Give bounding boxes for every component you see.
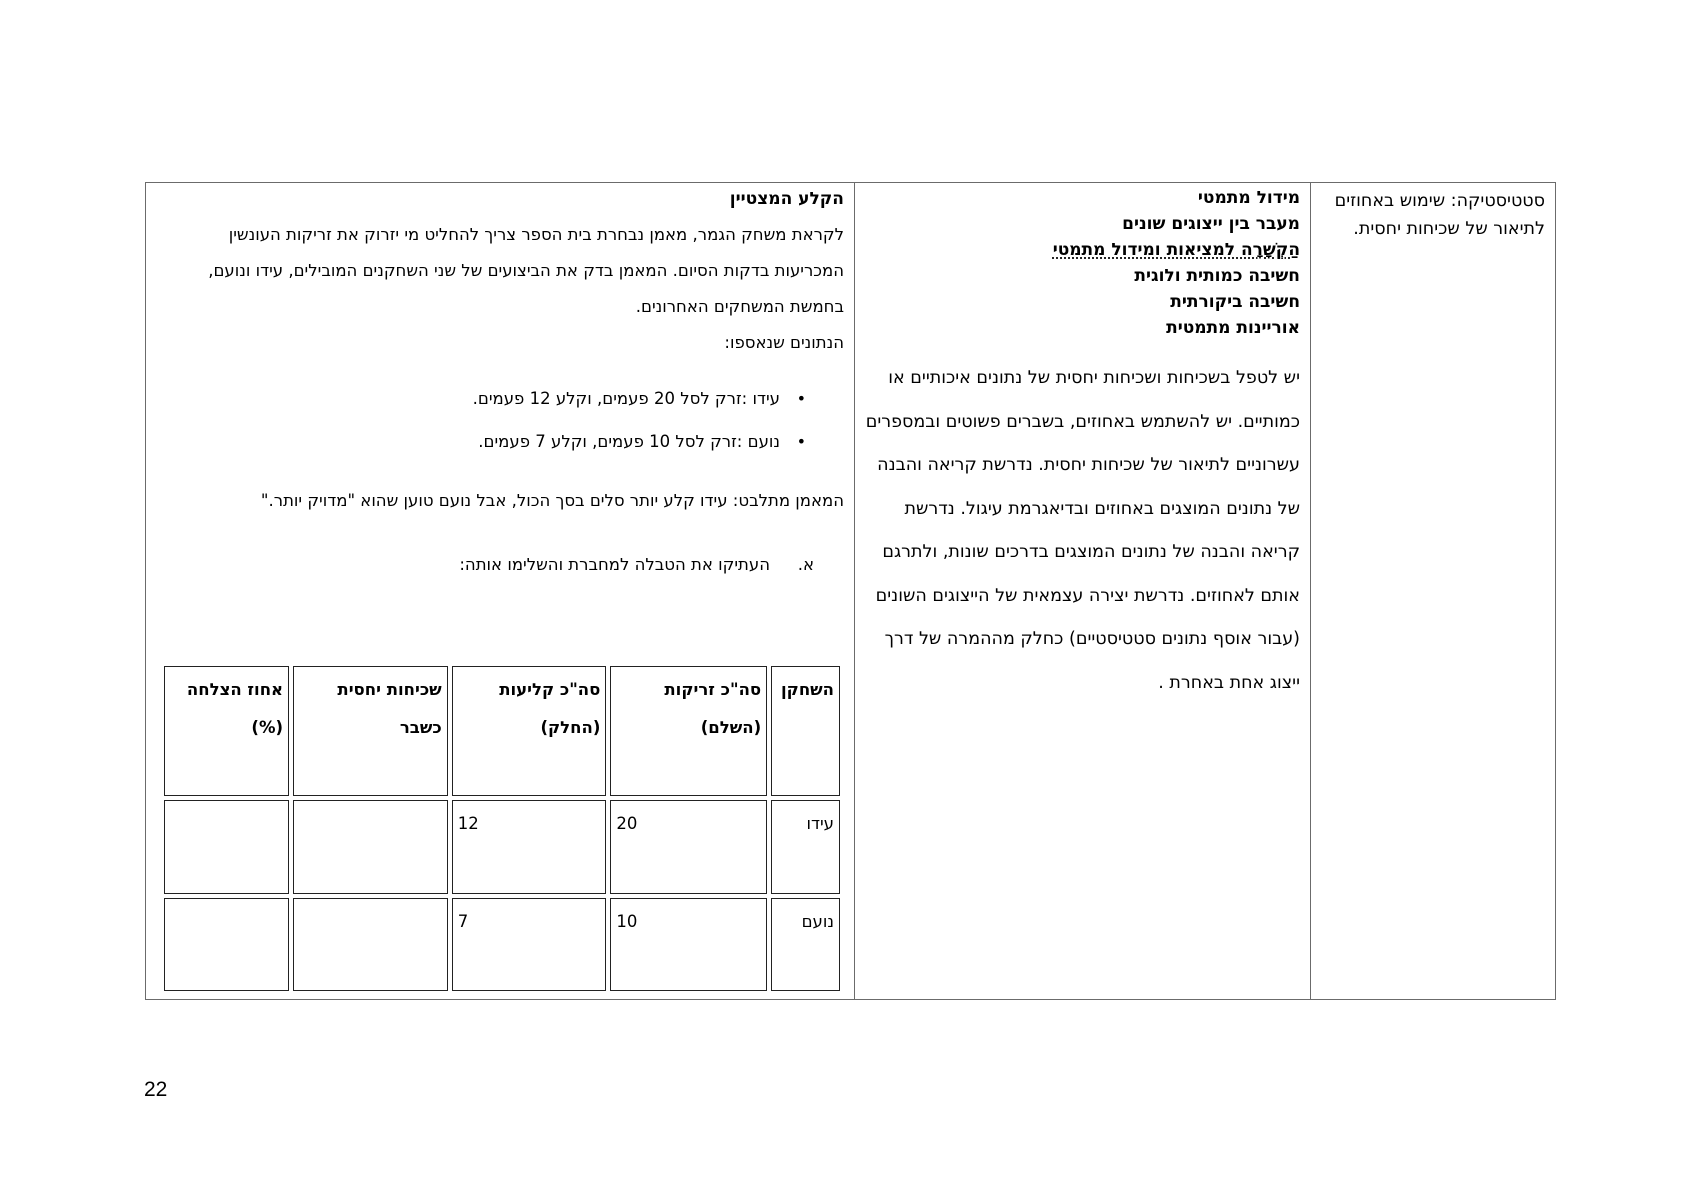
instruction-text: העתיקו את הטבלה למחברת והשלימו אותה:	[459, 555, 770, 574]
list-item: • נועם :זרק לסל 10 פעמים, וקלע 7 פעמים.	[156, 420, 844, 463]
instruction-letter: א.	[797, 555, 814, 574]
skill-item: חשיבה כמותית ולוגית	[1134, 266, 1300, 286]
header-throws: סה"כ זריקות (השלם)	[610, 666, 767, 796]
topic-column	[1310, 183, 1555, 999]
table-row	[164, 898, 840, 992]
header-hits: סה"כ קליעות (החלק)	[452, 666, 607, 796]
instruction	[156, 547, 844, 583]
skills-description: יש לטפל בשכיחות ושכיחות יחסית של נתונים איכותיים או כמותיים. יש להשתמש באחוזים, בשברים פשוטים ובמספרים עשרוניים לתיאור של שכיחות יחסית. נדרשת קריאה והבנה של נתונים המוצגים באחוזים ובדיאגרמת עיגול. נדרשת קריאה והבנה של נתונים המוצגים בדרכים שונות, ולתרגם אותם לאחוזים. נדרשת יצירה עצמאית של הייצוגים השונים (עבור אוסף נתונים סטטיסטיים) כחלק מההמרה של דרך ייצוג אחת באחרת .	[865, 368, 1300, 693]
list-item: • עידו :זרק לסל 20 פעמים, וקלע 12 פעמים.	[156, 377, 844, 420]
task-intro: לקראת משחק הגמר, מאמן נבחרת בית הספר צריך להחליט מי יזרוק את זריקות העונשין המכריעות בדקות הסיום. המאמן בדק את הביצועים של שני השחקנים המובילים, עידו ונועם, בחמשת המשחקים האחרונים.	[208, 225, 844, 316]
header-fraction: שכיחות יחסית כשבר	[293, 666, 448, 796]
skill-item: הַקְשָׁרָה למציאות ומידול מתמטי	[1052, 240, 1300, 260]
skill-item: חשיבה ביקורתית	[1170, 292, 1300, 312]
task-title: הקלע המצטיין	[729, 189, 844, 209]
table-header-row	[164, 666, 840, 796]
data-label: הנתונים שנאספו:	[724, 333, 844, 352]
cell-hits: 7	[452, 898, 607, 992]
skill-item: מעבר בין ייצוגים שונים	[1122, 214, 1300, 234]
skill-item: אוריינות מתמטית	[1166, 318, 1300, 338]
cell-throws: 10	[610, 898, 767, 992]
cell-hits: 12	[452, 800, 607, 894]
cell-percent[interactable]	[164, 898, 289, 992]
table-row	[164, 800, 840, 894]
cell-percent[interactable]	[164, 800, 289, 894]
content-table	[145, 182, 1556, 1000]
cell-fraction[interactable]	[293, 800, 448, 894]
answer-table	[160, 662, 844, 995]
cell-fraction[interactable]	[293, 898, 448, 992]
header-player: השחקן	[771, 666, 840, 796]
header-percent: אחוז הצלחה (%)	[164, 666, 289, 796]
cell-player: עידו	[771, 800, 840, 894]
coach-note: המאמן מתלבט: עידו קלע יותר סלים בסך הכול, אבל נועם טוען שהוא "מדויק יותר."	[260, 491, 844, 510]
skill-item: מידול מתמטי	[1197, 188, 1300, 208]
page-number: 22	[144, 1078, 168, 1101]
player-data-list	[156, 377, 844, 463]
task-column	[146, 183, 854, 999]
cell-player: נועם	[771, 898, 840, 992]
cell-throws: 20	[610, 800, 767, 894]
skills-column	[854, 183, 1310, 999]
topic-text: סטטיסטיקה: שימוש באחוזים לתיאור של שכיחות יחסית.	[1334, 191, 1545, 239]
skills-list	[861, 185, 1300, 341]
